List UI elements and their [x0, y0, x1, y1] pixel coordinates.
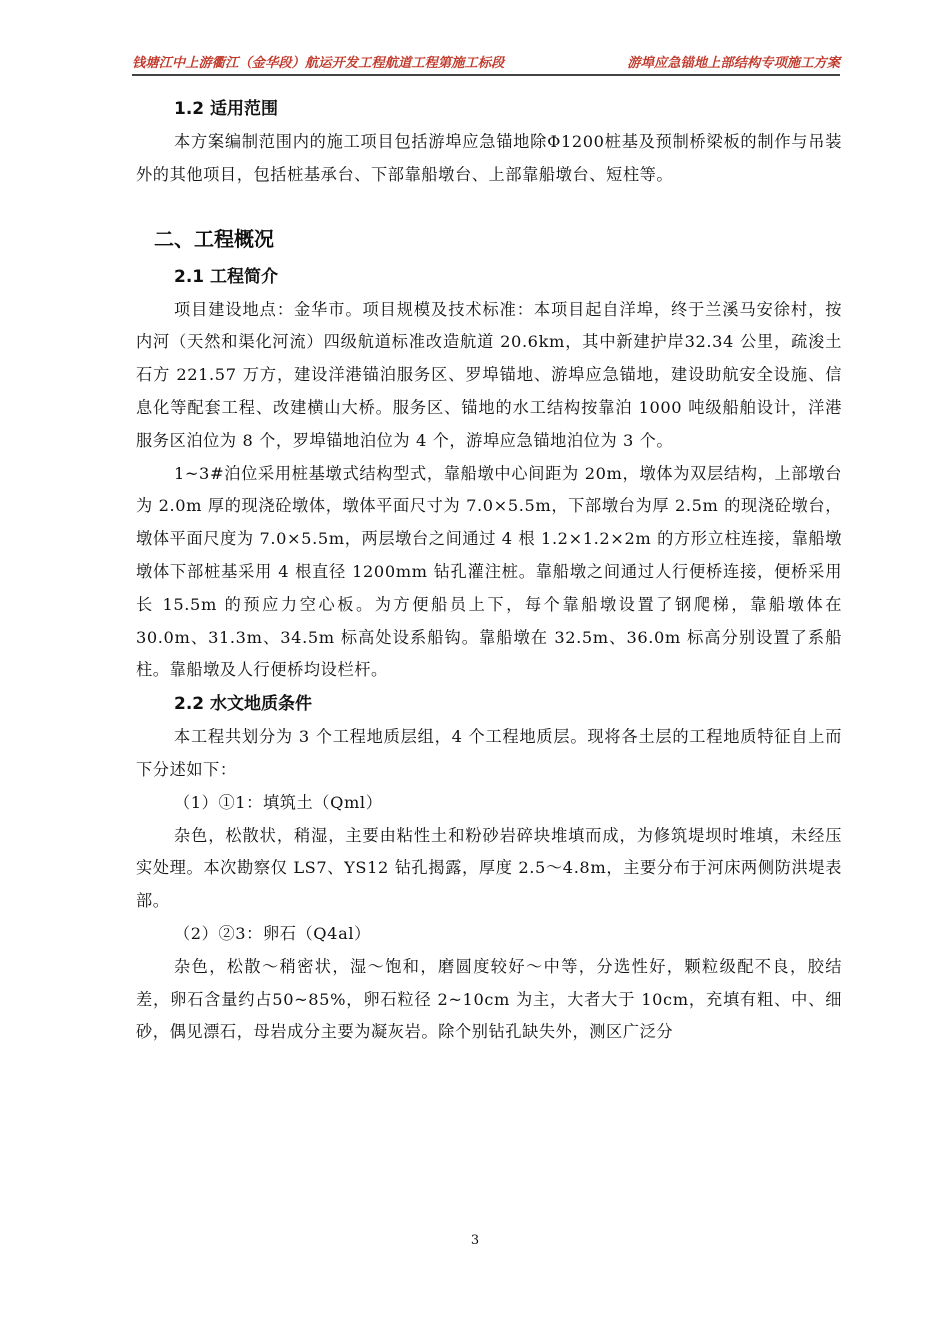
soil-layer-2-description: 杂色，松散～稍密状，湿～饱和，磨圆度较好～中等，分选性好，颗粒级配不良，胶结差，卵石含量约占50~85%，卵石粒径 2~10cm 为主，大者大于 10cm，充填有粗、中、细砂，偶见漂石，母岩成分主要为凝灰岩。除个别钻孔缺失外，测区广泛分: [136, 956, 842, 1042]
soil-layer-1-title: （1）①1：填筑土（Qml）: [174, 792, 383, 812]
section-spacer: [136, 192, 842, 218]
soil-layer-2-title: （2）②3：卵石（Q4al）: [174, 923, 371, 943]
section-1-2-heading: 1.2 适用范围: [174, 99, 279, 119]
chapter-2-heading: 二、工程概况: [154, 226, 274, 251]
page-number: 3: [470, 1233, 480, 1248]
header-project-title: 钱塘江中上游衢江（金华段）航运开发工程航道工程第施工标段: [132, 56, 505, 71]
section-2-2-intro: 本工程共划分为 3 个工程地质层组，4 个工程地质层。现将各土层的工程地质特征自上而下分述如下：: [136, 727, 842, 779]
header-divider: [132, 74, 840, 76]
soil-layer-1-description: 杂色，松散状，稍湿，主要由粘性土和粉砂岩碎块堆填而成，为修筑堤坝时堆填，未经压实处理。本次勘察仅 LS7、YS12 钻孔揭露，厚度 2.5～4.8m，主要分布于河床两侧防洪堤表部。: [136, 825, 842, 911]
section-2-1-heading: 2.1 工程简介: [174, 266, 279, 287]
header-document-title: 游埠应急锚地上部结构专项施工方案: [627, 56, 840, 71]
section-2-1-paragraph-2: 1~3#泊位采用桩基墩式结构型式，靠船墩中心间距为 20m，墩体为双层结构，上部墩台为 2.0m 厚的现浇砼墩体，墩体平面尺寸为 7.0×5.5m，下部墩台为厚 2.5m 的现浇砼墩台，墩体平面尺度为 7.0×5.5m，两层墩台之间通过 4 根 1.2×1.2×2m 的方形立柱连接，靠船墩墩体下部桩基采用 4 根直径 1200mm 钻孔灌注桩。靠船墩之间通过人行便桥连接，便桥采用长 15.5m 的预应力空心板。为方便船员上下，每个靠船墩设置了钢爬梯，靠船墩体在 30.0m、31.3m、34.5m 标高处设系船钩。靠船墩在 32.5m、36.0m 标高分别设置了系船柱。靠船墩及人行便桥均设栏杆。: [136, 463, 842, 680]
page-body: [136, 92, 842, 1049]
section-1-2-paragraph: 本方案编制范围内的施工项目包括游埠应急锚地除Φ1200桩基及预制桥梁板的制作与吊装外的其他项目，包括桩基承台、下部靠船墩台、上部靠船墩台、短柱等。: [136, 132, 842, 184]
section-2-1-paragraph-1: 项目建设地点：金华市。项目规模及技术标准：本项目起自洋埠，终于兰溪马安徐村，按内河（天然和渠化河流）四级航道标准改造航道 20.6km，其中新建护岸32.34 公里，疏浚土石方 221.57 万方，建设洋港锚泊服务区、罗埠锚地、游埠应急锚地，建设助航安全设施、信息化等配套工程、改建横山大桥。服务区、锚地的水工结构按靠泊 1000 吨级船舶设计，洋港服务区泊位为 8 个，罗埠锚地泊位为 4 个，游埠应急锚地泊位为 3 个。: [136, 299, 842, 450]
section-2-2-heading: 2.2 水文地质条件: [174, 694, 313, 715]
running-header: [132, 52, 840, 71]
